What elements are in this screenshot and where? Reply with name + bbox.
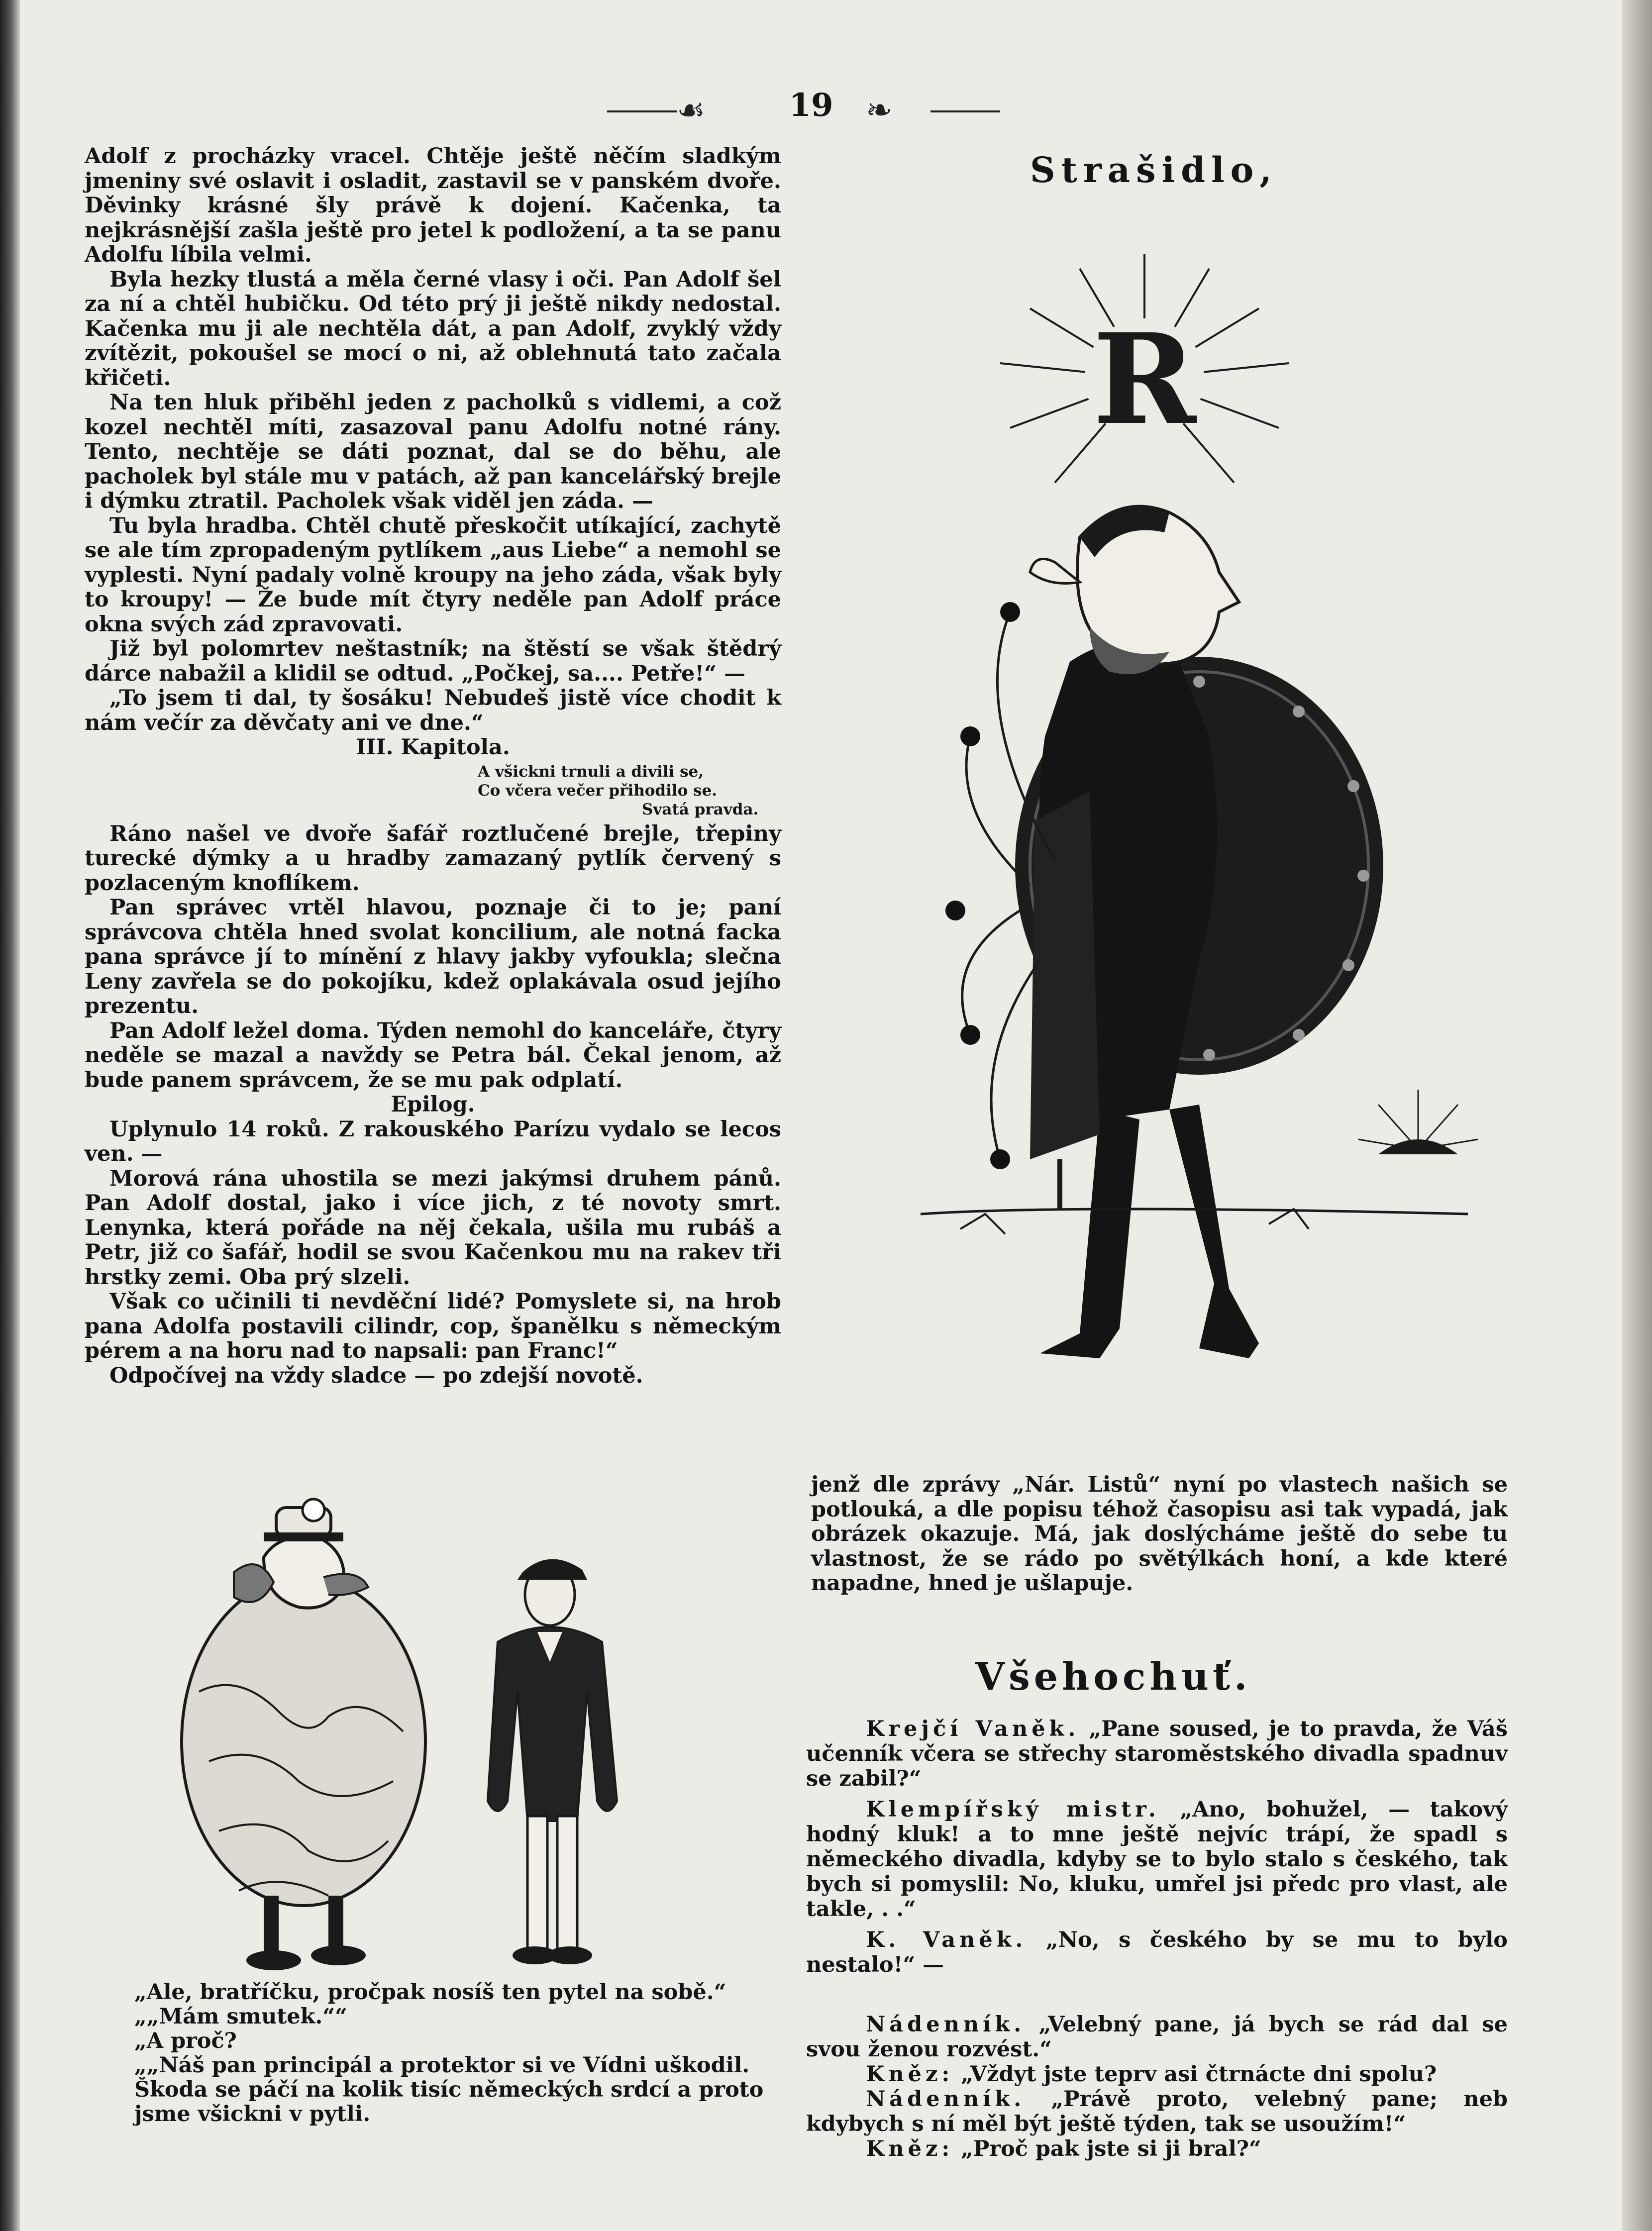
cartoon-two-figures xyxy=(179,1483,702,1985)
motto-line: Co včera večer přihodilo se. xyxy=(478,781,718,800)
book-spine-shadow xyxy=(0,0,20,2231)
speech: „Právě proto, velebný pane; neb kdybych s ní měl být ještě týden, tak se usoužím!“ xyxy=(806,2087,1508,2136)
speaker: Nádenník. xyxy=(866,2087,1026,2112)
left-column-story xyxy=(85,144,781,1388)
story-paragraph: „To jsem ti dal, ty šosáku! Nebudeš jistě více chodit k nám večír za děvčaty ani ve dne.“ xyxy=(85,686,781,735)
dialogue-line xyxy=(806,1927,1508,1977)
story-paragraph: Na ten hluk přiběhl jeden z pacholků s vidlemi, a což kozel nechtěl míti, zasazoval panu Adolfu notné rány. Tento, nechtěje se dáti poznat, dal se do běhu, ale pacholek byl stále mu v patách, až pan kancelářský brejle i dýmku ztratil. Pacholek však viděl jen záda. — xyxy=(85,390,781,513)
ornament-left-icon: ☙ xyxy=(677,92,706,129)
epilog-paragraph: Uplynulo 14 roků. Z rakouského Parízu vydalo se lecos ven. — xyxy=(85,1116,781,1166)
dialogue-line xyxy=(806,2012,1508,2062)
speaker: K. Vaněk. xyxy=(866,1927,1027,1952)
speaker: Krejčí Vaněk. xyxy=(866,1717,1080,1741)
ghost-caricature-illustration xyxy=(821,214,1518,1438)
story-paragraph: Tu byla hradba. Chtěl chutě přeskočit utíkající, zachytě se ale tím zpropadeným pytlíkem „aus Liebe“ a nemohl se vyplesti. Nyní padaly volně kroupy na jeho záda, však byly to kroupy! — Že bude mít čtyry neděle pan Adolf práce okna svých zád zpravovati. xyxy=(85,513,781,637)
dialogue-line xyxy=(806,2062,1508,2087)
speech: „No, s českého by se mu to bylo nestalo!“ — xyxy=(806,1927,1508,1977)
article-paragraph: jenž dle zprávy „Nár. Listů“ nyní po vlastech našich se potlouká, a dle popisu téhož časopisu asi tak vypadá, jak obrázek okazuje. Má, jak doslýcháme ještě do sebe tu vlastnost, že se rádo po světýlkách honí, a kde které napadne, hned je ušlapuje. xyxy=(811,1472,1508,1596)
caption-line: „„Mám smutek.““ xyxy=(134,2004,347,2029)
dialogue-line xyxy=(806,2136,1508,2161)
epilog-paragraph: Odpočívej na vždy sladce — po zdejší novotě. xyxy=(109,1363,643,1388)
epilog-heading: Epilog. xyxy=(391,1092,475,1117)
epilog-paragraph: Však co učinili ti nevděční lidé? Pomyslete si, na hrob pana Adolfa postavili cilindr, cop, španělku s německým pérem a na horu nad to napsali: pan Franc!“ xyxy=(85,1289,781,1363)
dialogue-list xyxy=(806,1717,1508,2161)
caricature-drawing xyxy=(821,214,1518,1438)
speech: „Proč pak jste si ji bral?“ xyxy=(961,2136,1261,2161)
article-title: Strašidlo, xyxy=(1030,149,1278,191)
speaker: Nádenník. xyxy=(866,2012,1026,2037)
speaker: Kněz: xyxy=(866,2136,954,2161)
dialogue-line xyxy=(806,2087,1508,2136)
page-number: 19 xyxy=(789,87,833,124)
header-rule-left xyxy=(607,110,677,112)
motto-source: Svatá pravda. xyxy=(642,800,759,818)
dialogue-line xyxy=(806,1797,1508,1922)
speech: „Vždyt jste teprv asi čtrnácte dni spolu? xyxy=(961,2062,1437,2087)
ornament-right-icon: ❧ xyxy=(866,92,893,129)
speech: „Pane soused, je to pravda, že Váš učenník včera se střechy staroměstského divadla spadnuv se zabil?“ xyxy=(806,1717,1508,1791)
caption-line: „A proč? xyxy=(134,2028,237,2053)
chapter-heading: III. Kapitola. xyxy=(356,735,510,760)
page-header xyxy=(607,85,1005,129)
story-paragraph: Byla hezky tlustá a měla černé vlasy i oči. Pan Adolf šel za ní a chtěl hubičku. Od této prý ji ještě nikdy nedostal. Kačenka mu ji ale nechtěla dát, a pan Adolf, zvyklý vždy zvítězit, pokoušel se mocí o ni, až oblehnutá tato začala křičeti. xyxy=(85,267,781,391)
speaker: Klempířský mistr. xyxy=(866,1797,1160,1822)
article-body xyxy=(811,1473,1508,1596)
speech: „Velebný pane, já bych se rád dal se svou ženou rozvést.“ xyxy=(806,2012,1508,2062)
header-rule-right xyxy=(930,110,1000,112)
story-paragraph: Již byl polomrtev neštastník; na štěstí se však štědrý dárce nabažil a klidil se odtud. „Počkej, sa.... Petře!“ — xyxy=(85,636,781,686)
emblem-letter: R xyxy=(1093,306,1196,452)
motto-line: A všickni trnuli a divili se, xyxy=(478,762,704,781)
page-edge-shadow xyxy=(1622,0,1652,2231)
speech: „Ano, bohužel, — takový hodný kluk! a to mne ještě nejvíc trápí, že spadl s německého divadla, kdyby se to bylo stalo s českého, tak bych si pomyslil: No, kluku, umřel jsi předc pro vlast, ale takle, . .“ xyxy=(806,1797,1508,1922)
chapter-paragraph: Ráno našel ve dvoře šafář roztlučené brejle, třepiny turecké dýmky a u hradby zamazaný pytlík červený s pozlaceným knoflíkem. xyxy=(85,821,781,896)
speaker: Kněz: xyxy=(866,2062,954,2087)
epilog-paragraph: Morová rána uhostila se mezi jakýmsi druhem pánů. Pan Adolf dostal, jako i více jich, z té novoty smrt. Lenynka, která pořáde na něj čekala, ušila mu rubáš a Petr, již co šafář, hodil se svou Kačenkou mu na rakev tři hrstky zemi. Oba prý slzeli. xyxy=(85,1166,781,1290)
section-title: Všehochuť. xyxy=(975,1654,1251,1699)
chapter-paragraph: Pan správec vrtěl hlavou, poznaje či to je; paní správcova chtěla hned svolat koncilium, ale notná facka pana správce jí to mínění z hlavy jakby vyfoukla; slečna Leny zavřela se do pokojíku, kdež oplakávala osud jejího prezentu. xyxy=(85,895,781,1018)
story-paragraph: Adolf z procházky vracel. Chtěje ještě něčím sladkým jmeniny své oslavit i osladit, zastavil se v panském dvoře. Děvinky krásné šly právě k dojení. Kačenka, ta nejkrásnější zašla ještě pro jetel k podložení, a ta se panu Adolfu líbila velmi. xyxy=(85,144,781,267)
chapter-motto xyxy=(478,762,781,819)
cartoon-caption xyxy=(134,1980,781,2127)
caption-line: „„Náš pan principál a protektor si ve Vídni uškodil. Škoda se páčí na kolik tisíc německých srdcí a proto jsme všickni v pytli. xyxy=(134,2053,764,2127)
cartoon-drawing xyxy=(179,1483,702,1985)
dialogue-line xyxy=(806,1717,1508,1791)
caption-line: „Ale, bratříčku, pročpak nosíš ten pytel na sobě.“ xyxy=(134,1980,726,2005)
chapter-paragraph: Pan Adolf ležel doma. Týden nemohl do kanceláře, čtyry neděle se mazal a navždy se Petra bál. Čekal jenom, až bude panem správcem, že se mu pak odplatí. xyxy=(85,1018,781,1093)
